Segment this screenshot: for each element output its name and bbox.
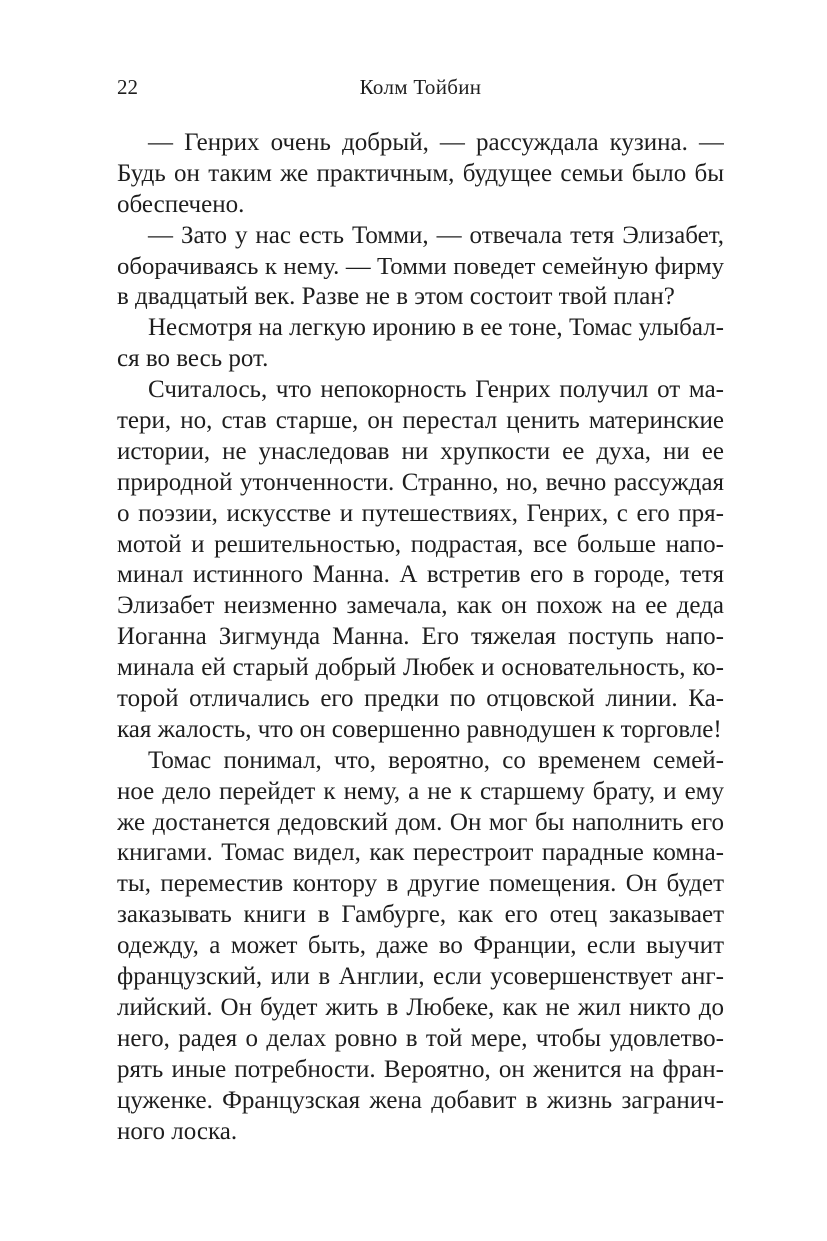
text-line: природной утонченности. Странно, но, вечно рассуждая [117, 468, 724, 496]
text-line: тери, но, став старше, он перестал ценить материнские [117, 407, 724, 435]
text-line: минала ей старый добрый Любек и основательность, ко- [117, 654, 724, 682]
text-line: торой отличались его предки по отцовской линии. Ка- [117, 685, 724, 713]
text-line: — Зато у нас есть Томми, — отвечала тетя Элизабет, [148, 221, 724, 249]
text-line: книгами. Томас видел, как перестроит парадные комна- [117, 839, 724, 867]
text-line: мотой и решительностью, подрастая, все больше напо- [117, 530, 724, 558]
text-line: минал истинного Манна. А встретив его в городе, тетя [117, 561, 724, 589]
text-line: цуженке. Французская жена добавит в жизнь загранич- [117, 1086, 724, 1114]
text-line: Томас понимал, что, вероятно, со временем семей- [148, 746, 724, 774]
text-line: ся во весь рот. [117, 345, 269, 373]
page-header [117, 72, 724, 102]
text-line: ты, переместив контору в другие помещения. Он будет [117, 870, 724, 898]
text-line: ного лоска. [117, 1117, 238, 1145]
text-line: кая жалость, что он совершенно равнодушен к торговле! [117, 715, 722, 743]
text-line: Иоганна Зигмунда Манна. Его тяжелая поступь напо- [117, 623, 724, 651]
text-line: в двадцатый век. Разве не в этом состоит твой план? [117, 283, 675, 311]
text-line: лийский. Он будет жить в Любеке, как не жил никто до [117, 993, 724, 1021]
running-head-author: Колм Тойбин [359, 75, 482, 99]
text-line: о поэзии, искусстве и путешествиях, Генрих, с его пря- [117, 499, 724, 527]
text-line: ное дело перейдет к нему, а не к старшему брату, и ему [117, 777, 724, 805]
text-line: заказывать книги в Гамбурге, как его отец заказывает [117, 901, 724, 929]
text-line: оборачиваясь к нему. — Томми поведет семейную фирму [117, 252, 724, 280]
text-line: Несмотря на легкую иронию в ее тоне, Томас улыбал- [148, 314, 724, 342]
text-line: истории, не унаследовав ни хрупкости ее духа, ни ее [117, 437, 724, 465]
text-line: Элизабет неизменно замечала, как он похож на ее деда [117, 592, 724, 620]
text-line: одежду, а может быть, даже во Франции, если выучит [117, 932, 724, 960]
text-line: обеспечено. [117, 190, 245, 218]
text-line: — Генрих очень добрый, — рассуждала кузина. — [148, 129, 724, 156]
text-line: Считалось, что непокорность Генрих получил от ма- [148, 376, 724, 404]
text-line: французский, или в Англии, если усовершенствует анг- [117, 963, 724, 991]
page-number: 22 [117, 75, 138, 99]
text-line: же достанется дедовский дом. Он мог бы наполнить его [117, 808, 724, 836]
text-line: него, радея о делах ровно в той мере, чтобы удовлетво- [117, 1024, 724, 1052]
text-line: рять иные потребности. Вероятно, он женится на фран- [117, 1055, 724, 1083]
text-line: Будь он таким же практичным, будущее семьи было бы [117, 159, 724, 187]
body-text [117, 128, 724, 1147]
